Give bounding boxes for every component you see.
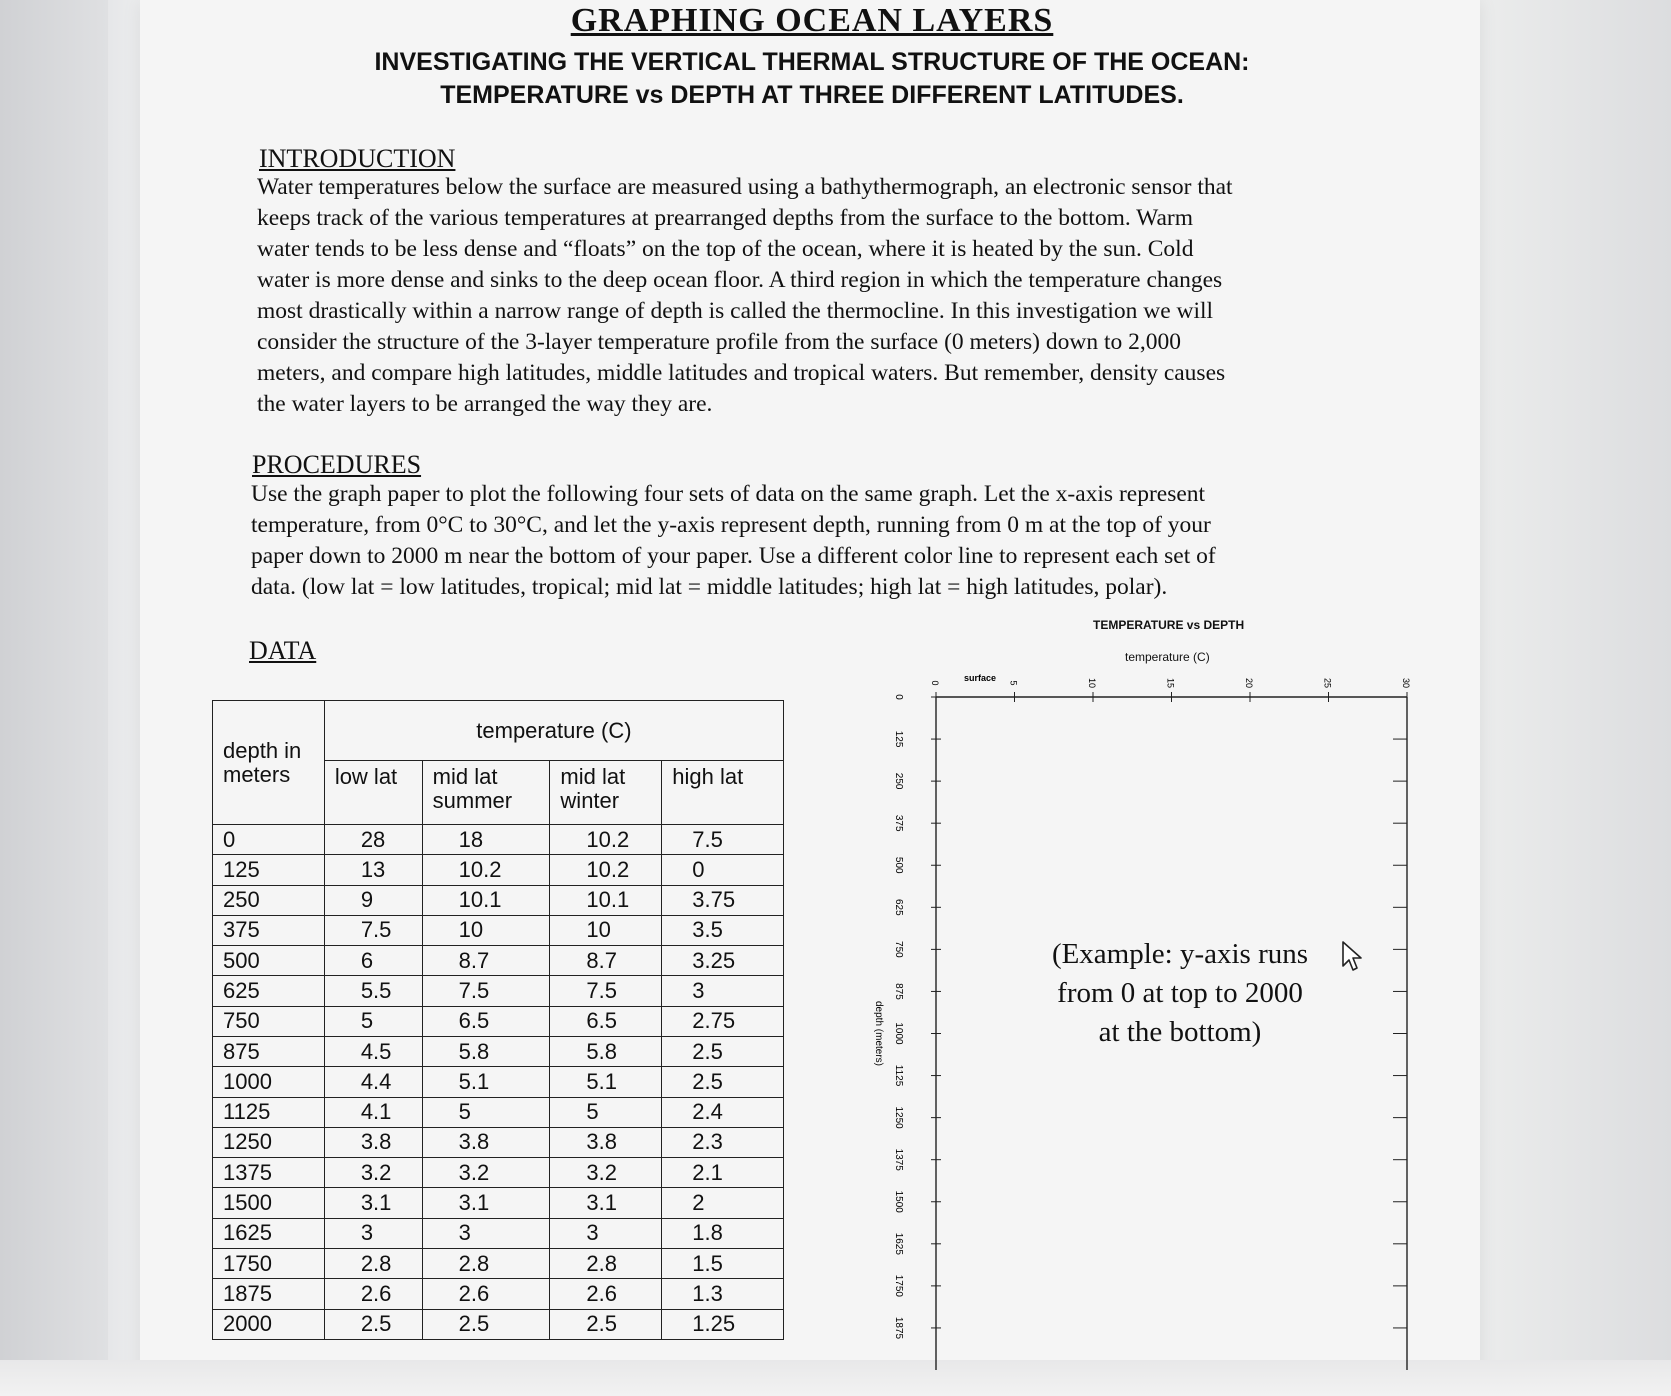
table-cell: 1875 — [213, 1279, 325, 1309]
graph-title: TEMPERATURE vs DEPTH — [1093, 618, 1245, 632]
table-cell: 2.75 — [662, 1006, 784, 1036]
table-row — [213, 1188, 784, 1218]
table-cell: 3.1 — [422, 1188, 550, 1218]
procedures-line: paper down to 2000 m near the bottom of your paper. Use a different color line to represent each set of — [251, 543, 1216, 569]
table-cell: 5.1 — [422, 1067, 550, 1097]
x-tick-label: 15 — [1165, 677, 1176, 689]
x-tick-label: 30 — [1401, 677, 1411, 689]
table-cell: 3.75 — [662, 885, 784, 915]
y-tick-label: 0 — [893, 694, 904, 700]
table-row — [213, 885, 784, 915]
table-cell: 1500 — [213, 1188, 325, 1218]
table-cell: 2.6 — [422, 1279, 550, 1309]
procedures-line: Use the graph paper to plot the following four sets of data on the same graph. Let the x-axis represent — [251, 481, 1206, 507]
table-cell: 3.8 — [422, 1127, 550, 1157]
y-tick-label: 375 — [893, 814, 904, 832]
procedures-text — [251, 479, 1216, 603]
table-cell: 8.7 — [422, 946, 550, 976]
y-tick-label: 1375 — [893, 1148, 904, 1171]
table-cell: 5.8 — [422, 1036, 550, 1066]
temperature-header: temperature (C) — [324, 701, 783, 761]
table-cell: 2.6 — [324, 1279, 422, 1309]
table-cell: 2.5 — [324, 1309, 422, 1340]
x-tick-label: 5 — [1008, 680, 1019, 686]
table-cell: 2.5 — [422, 1309, 550, 1340]
x-tick-label: 0 — [930, 680, 940, 686]
table-cell: 2.3 — [662, 1127, 784, 1157]
table-cell: 1375 — [213, 1158, 325, 1188]
y-tick-label: 125 — [893, 730, 904, 748]
table-cell: 3.2 — [550, 1158, 662, 1188]
introduction-text — [257, 172, 1233, 420]
intro-line: consider the structure of the 3-layer temperature profile from the surface (0 meters) down to 2,000 — [257, 329, 1181, 355]
table-cell: 2.8 — [422, 1248, 550, 1278]
table-cell: 3.5 — [662, 915, 784, 945]
table-cell: 7.5 — [324, 915, 422, 945]
table-cell: 28 — [324, 825, 422, 855]
table-row — [213, 1158, 784, 1188]
subtitle-line: TEMPERATURE vs DEPTH AT THREE DIFFERENT LATITUDES. — [440, 81, 1184, 109]
table-cell: 3.2 — [324, 1158, 422, 1188]
introduction-heading: INTRODUCTION — [259, 144, 456, 173]
table-cell: 4.1 — [324, 1097, 422, 1127]
example-line: from 0 at top to 2000 — [1057, 977, 1303, 1009]
table-cell: 4.4 — [324, 1067, 422, 1097]
table-cell: 7.5 — [550, 976, 662, 1006]
table-cell: 5.5 — [324, 976, 422, 1006]
example-line: (Example: y-axis runs — [1051, 938, 1309, 970]
background-strip — [0, 1360, 1671, 1396]
y-tick-label: 1125 — [893, 1064, 904, 1087]
table-cell: 375 — [213, 915, 325, 945]
table-cell: 1.5 — [662, 1248, 784, 1278]
y-axis-label: depth (meters) — [873, 1000, 884, 1067]
y-tick-label: 1500 — [893, 1190, 904, 1213]
table-cell: 500 — [213, 946, 325, 976]
table-cell: 3 — [324, 1218, 422, 1248]
table-cell: 18 — [422, 825, 550, 855]
table-row — [213, 1309, 784, 1340]
column-header: mid lat winter — [550, 761, 662, 825]
table-cell: 875 — [213, 1036, 325, 1066]
table-cell: 7.5 — [422, 976, 550, 1006]
surface-label: surface — [964, 673, 997, 683]
table-cell: 1.25 — [662, 1309, 784, 1340]
data-heading: DATA — [249, 636, 317, 665]
background-shadow — [0, 0, 108, 1396]
intro-line: Water temperatures below the surface are measured using a bathythermograph, an electronic sensor that — [257, 174, 1233, 200]
table-cell: 2.5 — [662, 1067, 784, 1097]
intro-line: meters, and compare high latitudes, middle latitudes and tropical waters. But remember, density causes — [257, 360, 1226, 386]
table-row — [213, 1279, 784, 1309]
table-cell: 2.5 — [662, 1036, 784, 1066]
table-cell: 10.2 — [550, 855, 662, 885]
table-cell: 1125 — [213, 1097, 325, 1127]
y-tick-label: 1250 — [893, 1106, 904, 1129]
table-cell: 3.2 — [422, 1158, 550, 1188]
table-cell: 13 — [324, 855, 422, 885]
table-cell: 2.4 — [662, 1097, 784, 1127]
table-cell: 625 — [213, 976, 325, 1006]
table-cell: 250 — [213, 885, 325, 915]
table-cell: 10.2 — [422, 855, 550, 885]
data-table — [212, 700, 784, 1340]
table-cell: 1.8 — [662, 1218, 784, 1248]
y-tick-label: 500 — [893, 856, 904, 874]
example-note — [1000, 935, 1360, 1052]
table-cell: 1625 — [213, 1218, 325, 1248]
table-cell: 3 — [422, 1218, 550, 1248]
table-cell: 3.25 — [662, 946, 784, 976]
table-cell: 2.8 — [550, 1248, 662, 1278]
table-row — [213, 946, 784, 976]
table-row — [213, 1006, 784, 1036]
table-cell: 1.3 — [662, 1279, 784, 1309]
table-cell: 0 — [662, 855, 784, 885]
table-row — [213, 1248, 784, 1278]
page-title: GRAPHING OCEAN LAYERS — [570, 2, 1054, 39]
intro-line: water is more dense and sinks to the deep ocean floor. A third region in which the temperature changes — [257, 267, 1223, 293]
procedures-line: temperature, from 0°C to 30°C, and let the y-axis represent depth, running from 0 m at the top of your — [251, 512, 1211, 538]
intro-line: most drastically within a narrow range of depth is called the thermocline. In this investigation we will — [257, 298, 1214, 324]
table-cell: 5.1 — [550, 1067, 662, 1097]
table-cell: 3.8 — [550, 1127, 662, 1157]
intro-line: keeps track of the various temperatures at prearranged depths from the surface to the bottom. Warm — [257, 205, 1194, 231]
x-tick-label: 20 — [1244, 677, 1254, 689]
table-cell: 2.1 — [662, 1158, 784, 1188]
table-row — [213, 825, 784, 855]
table-cell: 8.7 — [550, 946, 662, 976]
table-cell: 2000 — [213, 1309, 325, 1340]
column-header: high lat — [662, 761, 784, 825]
x-tick-label: 10 — [1087, 677, 1097, 689]
table-cell: 2.8 — [324, 1248, 422, 1278]
x-tick-label: 25 — [1322, 677, 1333, 689]
table-cell: 2 — [662, 1188, 784, 1218]
table-cell: 3.1 — [324, 1188, 422, 1218]
y-tick-label: 250 — [893, 772, 904, 790]
table-row — [213, 1067, 784, 1097]
table-row — [213, 976, 784, 1006]
table-cell: 3.8 — [324, 1127, 422, 1157]
intro-line: water tends to be less dense and “floats” on the top of the ocean, where it is heated by the sun. Cold — [257, 236, 1194, 262]
table-cell: 1250 — [213, 1127, 325, 1157]
column-header: low lat — [324, 761, 422, 825]
table-cell: 2.6 — [550, 1279, 662, 1309]
table-cell: 5.8 — [550, 1036, 662, 1066]
y-tick-label: 750 — [893, 941, 904, 958]
table-row — [213, 915, 784, 945]
table-row — [213, 1127, 784, 1157]
table-cell: 1750 — [213, 1248, 325, 1278]
table-cell: 4.5 — [324, 1036, 422, 1066]
procedures-heading: PROCEDURES — [252, 450, 422, 479]
table-cell: 10.1 — [422, 885, 550, 915]
table-cell: 6.5 — [550, 1006, 662, 1036]
table-cell: 9 — [324, 885, 422, 915]
y-tick-label: 1750 — [893, 1274, 904, 1297]
table-row — [213, 855, 784, 885]
table-cell: 1000 — [213, 1067, 325, 1097]
procedures-line: data. (low lat = low latitudes, tropical; mid lat = middle latitudes; high lat = high latitudes, polar). — [251, 574, 1168, 600]
table-cell: 10.1 — [550, 885, 662, 915]
subtitle-line: INVESTIGATING THE VERTICAL THERMAL STRUCTURE OF THE OCEAN: — [374, 48, 1250, 76]
depth-header: depth in meters — [213, 701, 325, 825]
page-subtitle — [0, 46, 1624, 112]
table-cell: 125 — [213, 855, 325, 885]
graph-x-label: temperature (C) — [1125, 650, 1210, 664]
intro-line: the water layers to be arranged the way they are. — [257, 391, 713, 417]
table-row — [213, 1218, 784, 1248]
table-cell: 3 — [550, 1218, 662, 1248]
table-cell: 10.2 — [550, 825, 662, 855]
table-row — [213, 1097, 784, 1127]
table-cell: 0 — [213, 825, 325, 855]
table-cell: 3 — [662, 976, 784, 1006]
y-tick-label: 875 — [893, 983, 904, 1000]
table-cell: 750 — [213, 1006, 325, 1036]
table-cell: 7.5 — [662, 825, 784, 855]
table-cell: 10 — [422, 915, 550, 945]
y-tick-label: 1875 — [893, 1316, 904, 1340]
table-cell: 6 — [324, 946, 422, 976]
table-cell: 5 — [324, 1006, 422, 1036]
table-cell: 10 — [550, 915, 662, 945]
table-cell: 3.1 — [550, 1188, 662, 1218]
table-row — [213, 1036, 784, 1066]
column-header: mid lat summer — [422, 761, 550, 825]
table-cell: 6.5 — [422, 1006, 550, 1036]
y-tick-label: 1000 — [893, 1022, 904, 1045]
table-cell: 5 — [422, 1097, 550, 1127]
mouse-cursor-icon — [1340, 940, 1366, 976]
y-tick-label: 1625 — [893, 1232, 904, 1255]
y-tick-label: 625 — [893, 898, 904, 916]
table-cell: 5 — [550, 1097, 662, 1127]
example-line: at the bottom) — [1098, 1016, 1262, 1048]
table-body — [213, 825, 784, 1340]
table-cell: 2.5 — [550, 1309, 662, 1340]
